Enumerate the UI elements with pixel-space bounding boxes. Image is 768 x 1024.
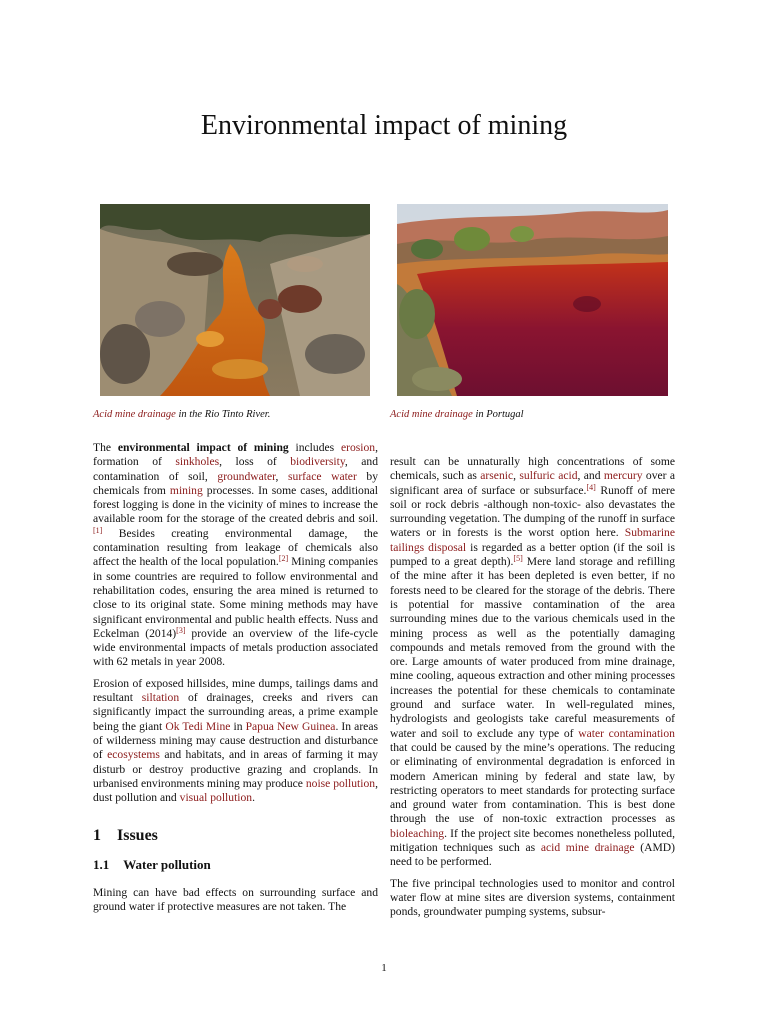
text: result can be unnaturally high concentrations of some chemicals, such as — [390, 455, 675, 483]
text: processes. In some cases, additional forest logging is done in the vicinity of mines to increase the available room for the storage of the created debris and soil. — [93, 483, 379, 526]
link-erosion[interactable]: erosion — [340, 441, 376, 454]
link-biodiversity[interactable]: biodiversity — [290, 455, 345, 469]
link-surface-water[interactable]: surface water — [288, 469, 357, 483]
text: and habitats, and in areas of farming it may disturb or destroy productive grazing and croplands. In urbanised environments mining may produce — [93, 748, 378, 790]
link-sinkholes[interactable]: sinkholes — [175, 455, 220, 469]
link-mining[interactable]: mining — [169, 483, 203, 497]
citation-3[interactable]: [3] — [176, 625, 186, 635]
text: Mere land storage and refilling of the mine after it has been depleted is even better, if no forests need to be cleared for the storage of the debris. There is potential for massive contamination of the area surrounding mines due to the various chemicals used in the mining process as well as the potentially damaging compounds and metals removed from the ground with the ore. Large amounts of water produced from mine drainage, mine cooling, aqueous extraction and other mining processes increases the potential for these chemicals to contaminate ground and surface water. In well-regulated mines, hydrologists and geologists take careful measurements of water and soil to exclude any type of — [390, 555, 676, 740]
text: . If the project site becomes nonetheless polluted, mitigation techniques such as — [390, 826, 675, 855]
text: , and contamination of soil, — [93, 455, 378, 483]
text: (AMD) need to be performed. — [390, 841, 675, 869]
text: over a significant area of surface or subsurface. — [390, 469, 676, 497]
bold-term: environmental impact of mining — [117, 441, 289, 454]
caption-link-acid-mine-drainage[interactable]: Acid mine drainage — [390, 409, 473, 420]
section-number: 1 — [93, 827, 101, 845]
text: of drainages, creeks and rivers can significantly impact the surrounding areas, a prime example being the giant — [93, 691, 378, 733]
text: includes — [288, 441, 341, 454]
caption-text: in the Rio Tinto River. — [175, 409, 271, 420]
right-column — [390, 455, 675, 927]
section-heading-issues — [93, 829, 378, 843]
subsection-heading-water-pollution — [93, 858, 378, 872]
link-submarine-tailings-disposal[interactable]: Submarine tailings disposal — [390, 526, 675, 554]
text: provide an overview of the life-cycle wide environmental impacts of metals production associated with 62 metals in year 2008. — [93, 626, 378, 669]
text: , — [513, 469, 520, 483]
figure-caption-1 — [93, 408, 383, 422]
link-siltation[interactable]: siltation — [141, 691, 180, 705]
contamination-paragraph — [390, 455, 675, 870]
text: Mining companies in some countries are required to follow environmental and rehabilitation codes, ensuring the area mined is returned to close to its original state. Some mining methods may have significant environmental and public health effects. Nuss and Eckelman (2014) — [93, 555, 378, 640]
section-title: Issues — [117, 827, 158, 845]
text: , dust pollution and — [93, 776, 378, 805]
citation-2[interactable]: [2] — [278, 554, 289, 564]
citation-1[interactable]: [1] — [93, 525, 103, 535]
link-ecosystems[interactable]: ecosystems — [107, 748, 160, 762]
text: , formation of — [93, 441, 378, 469]
text: , and — [577, 469, 604, 483]
text: Besides creating environmental damage, the contamination resulting from leakage of chemicals also affect the health of the local population. — [93, 526, 378, 569]
link-papua-new-guinea[interactable]: Papua New Guinea — [245, 719, 336, 733]
page-title: Environmental impact of mining — [200, 110, 568, 141]
link-bioleaching[interactable]: bioleaching — [390, 826, 445, 840]
text: . — [252, 791, 256, 805]
water-pollution-paragraph: Mining can have bad effects on surrounding surface and ground water if protective measures are not taken. The — [93, 886, 378, 914]
text: that could be caused by the mine’s operations. The reducing or eliminating of environmental degradation is enforced in modern American mining by federal and state law, by restricting operators to meet standards for protecting surface and ground water from contamination. This is best done through the use of non-toxic extraction processes as — [390, 740, 675, 826]
rio-tinto-river-photo — [100, 204, 370, 396]
caption-link-acid-mine-drainage[interactable]: Acid mine drainage — [93, 409, 176, 420]
citation-5[interactable]: [5] — [513, 554, 523, 564]
text: The — [93, 441, 118, 454]
subsection-title: Water pollution — [123, 856, 211, 872]
link-ok-tedi-mine[interactable]: Ok Tedi Mine — [165, 719, 231, 733]
text: in — [230, 719, 246, 733]
figure-caption-2 — [390, 408, 680, 422]
text: Erosion of exposed hillsides, mine dumps, tailings dams and resultant — [93, 676, 378, 705]
text: , loss of — [219, 455, 291, 469]
link-visual-pollution[interactable]: visual pollution — [179, 791, 253, 805]
technologies-paragraph: The five principal technologies used to monitor and control water flow at mine sites are diversion systems, containment ponds, groundwater pumping systems, subsur- — [390, 876, 675, 919]
link-groundwater[interactable]: groundwater — [217, 469, 276, 483]
intro-paragraph — [93, 441, 378, 670]
portugal-drainage-photo — [397, 204, 668, 396]
link-sulfuric-acid[interactable]: sulfuric acid — [519, 469, 578, 483]
text: . In areas of wilderness mining may cause destruction and disturbance of — [93, 719, 378, 762]
link-mercury[interactable]: mercury — [603, 469, 643, 483]
subsection-number: 1.1 — [93, 856, 110, 872]
left-column — [93, 441, 378, 922]
citation-4[interactable]: [4] — [586, 482, 596, 492]
link-noise-pollution[interactable]: noise pollution — [305, 776, 376, 790]
caption-text: in Portugal — [472, 409, 524, 420]
link-arsenic[interactable]: arsenic — [480, 469, 514, 483]
text: , — [275, 469, 289, 483]
link-acid-mine-drainage[interactable]: acid mine drainage — [540, 841, 635, 855]
erosion-paragraph — [93, 677, 378, 806]
text: is regarded as a better option (if the soil is pumped to a great depth). — [390, 540, 675, 569]
link-water-contamination[interactable]: water contamination — [578, 726, 675, 740]
text: by chemicals from — [93, 469, 379, 497]
text: Runoff of mere soil or rock debris -although non-toxic- also devastates the surrounding vegetation. The dumping of the runoff in surface waters or in forests is the worst option here. — [390, 483, 675, 540]
page-number: 1 — [381, 962, 387, 974]
